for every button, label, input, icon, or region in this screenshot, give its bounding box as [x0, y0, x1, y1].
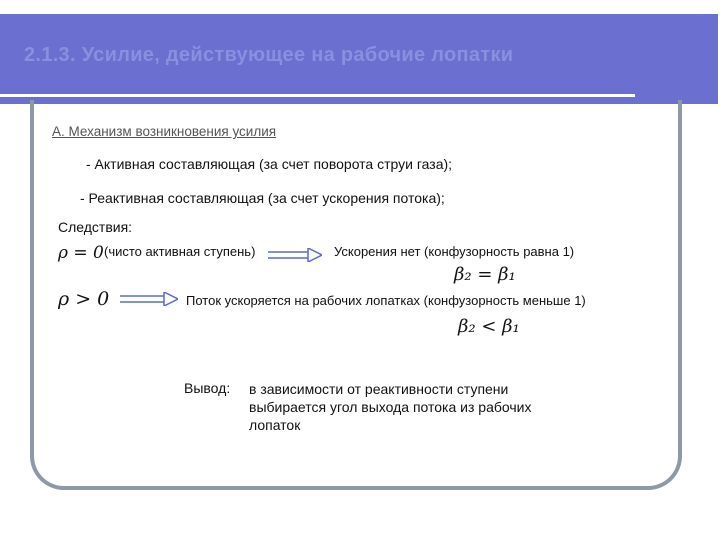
arrow-right-icon: [120, 292, 178, 306]
formula-rho-zero: ρ = 0: [58, 243, 104, 263]
header-divider: [0, 94, 635, 97]
conclusion-line: выбирается угол выхода потока из рабочих: [249, 399, 532, 415]
section-subtitle: А. Механизм возникновения усилия: [52, 124, 277, 139]
case2-result: Поток ускоряется на рабочих лопатках (конфузорность меньше 1): [186, 293, 586, 308]
bullet-reactive: - Реактивная составляющая (за счет ускорения потока);: [80, 190, 445, 206]
conclusion-line: лопаток: [249, 417, 301, 433]
slide-title: 2.1.3. Усилие, действующее на рабочие лопатки: [24, 44, 514, 66]
consequences-label: Следствия:: [58, 219, 133, 235]
case1-note: (чисто активная ступень): [104, 244, 256, 259]
bullet-active: - Активная составляющая (за счет поворота струи газа);: [86, 156, 453, 172]
conclusion-label: Вывод:: [184, 380, 231, 396]
conclusion-line: в зависимости от реактивности ступени: [249, 381, 509, 397]
arrow-right-icon: [268, 248, 322, 262]
case1-result: Ускорения нет (конфузорность равна 1): [334, 244, 575, 259]
relation-beta-equal: β₂ = β₁: [454, 264, 516, 285]
formula-rho-positive: ρ > 0: [58, 288, 110, 310]
conclusion-text: [249, 380, 589, 434]
relation-beta-less: β₂ < β₁: [458, 316, 520, 337]
